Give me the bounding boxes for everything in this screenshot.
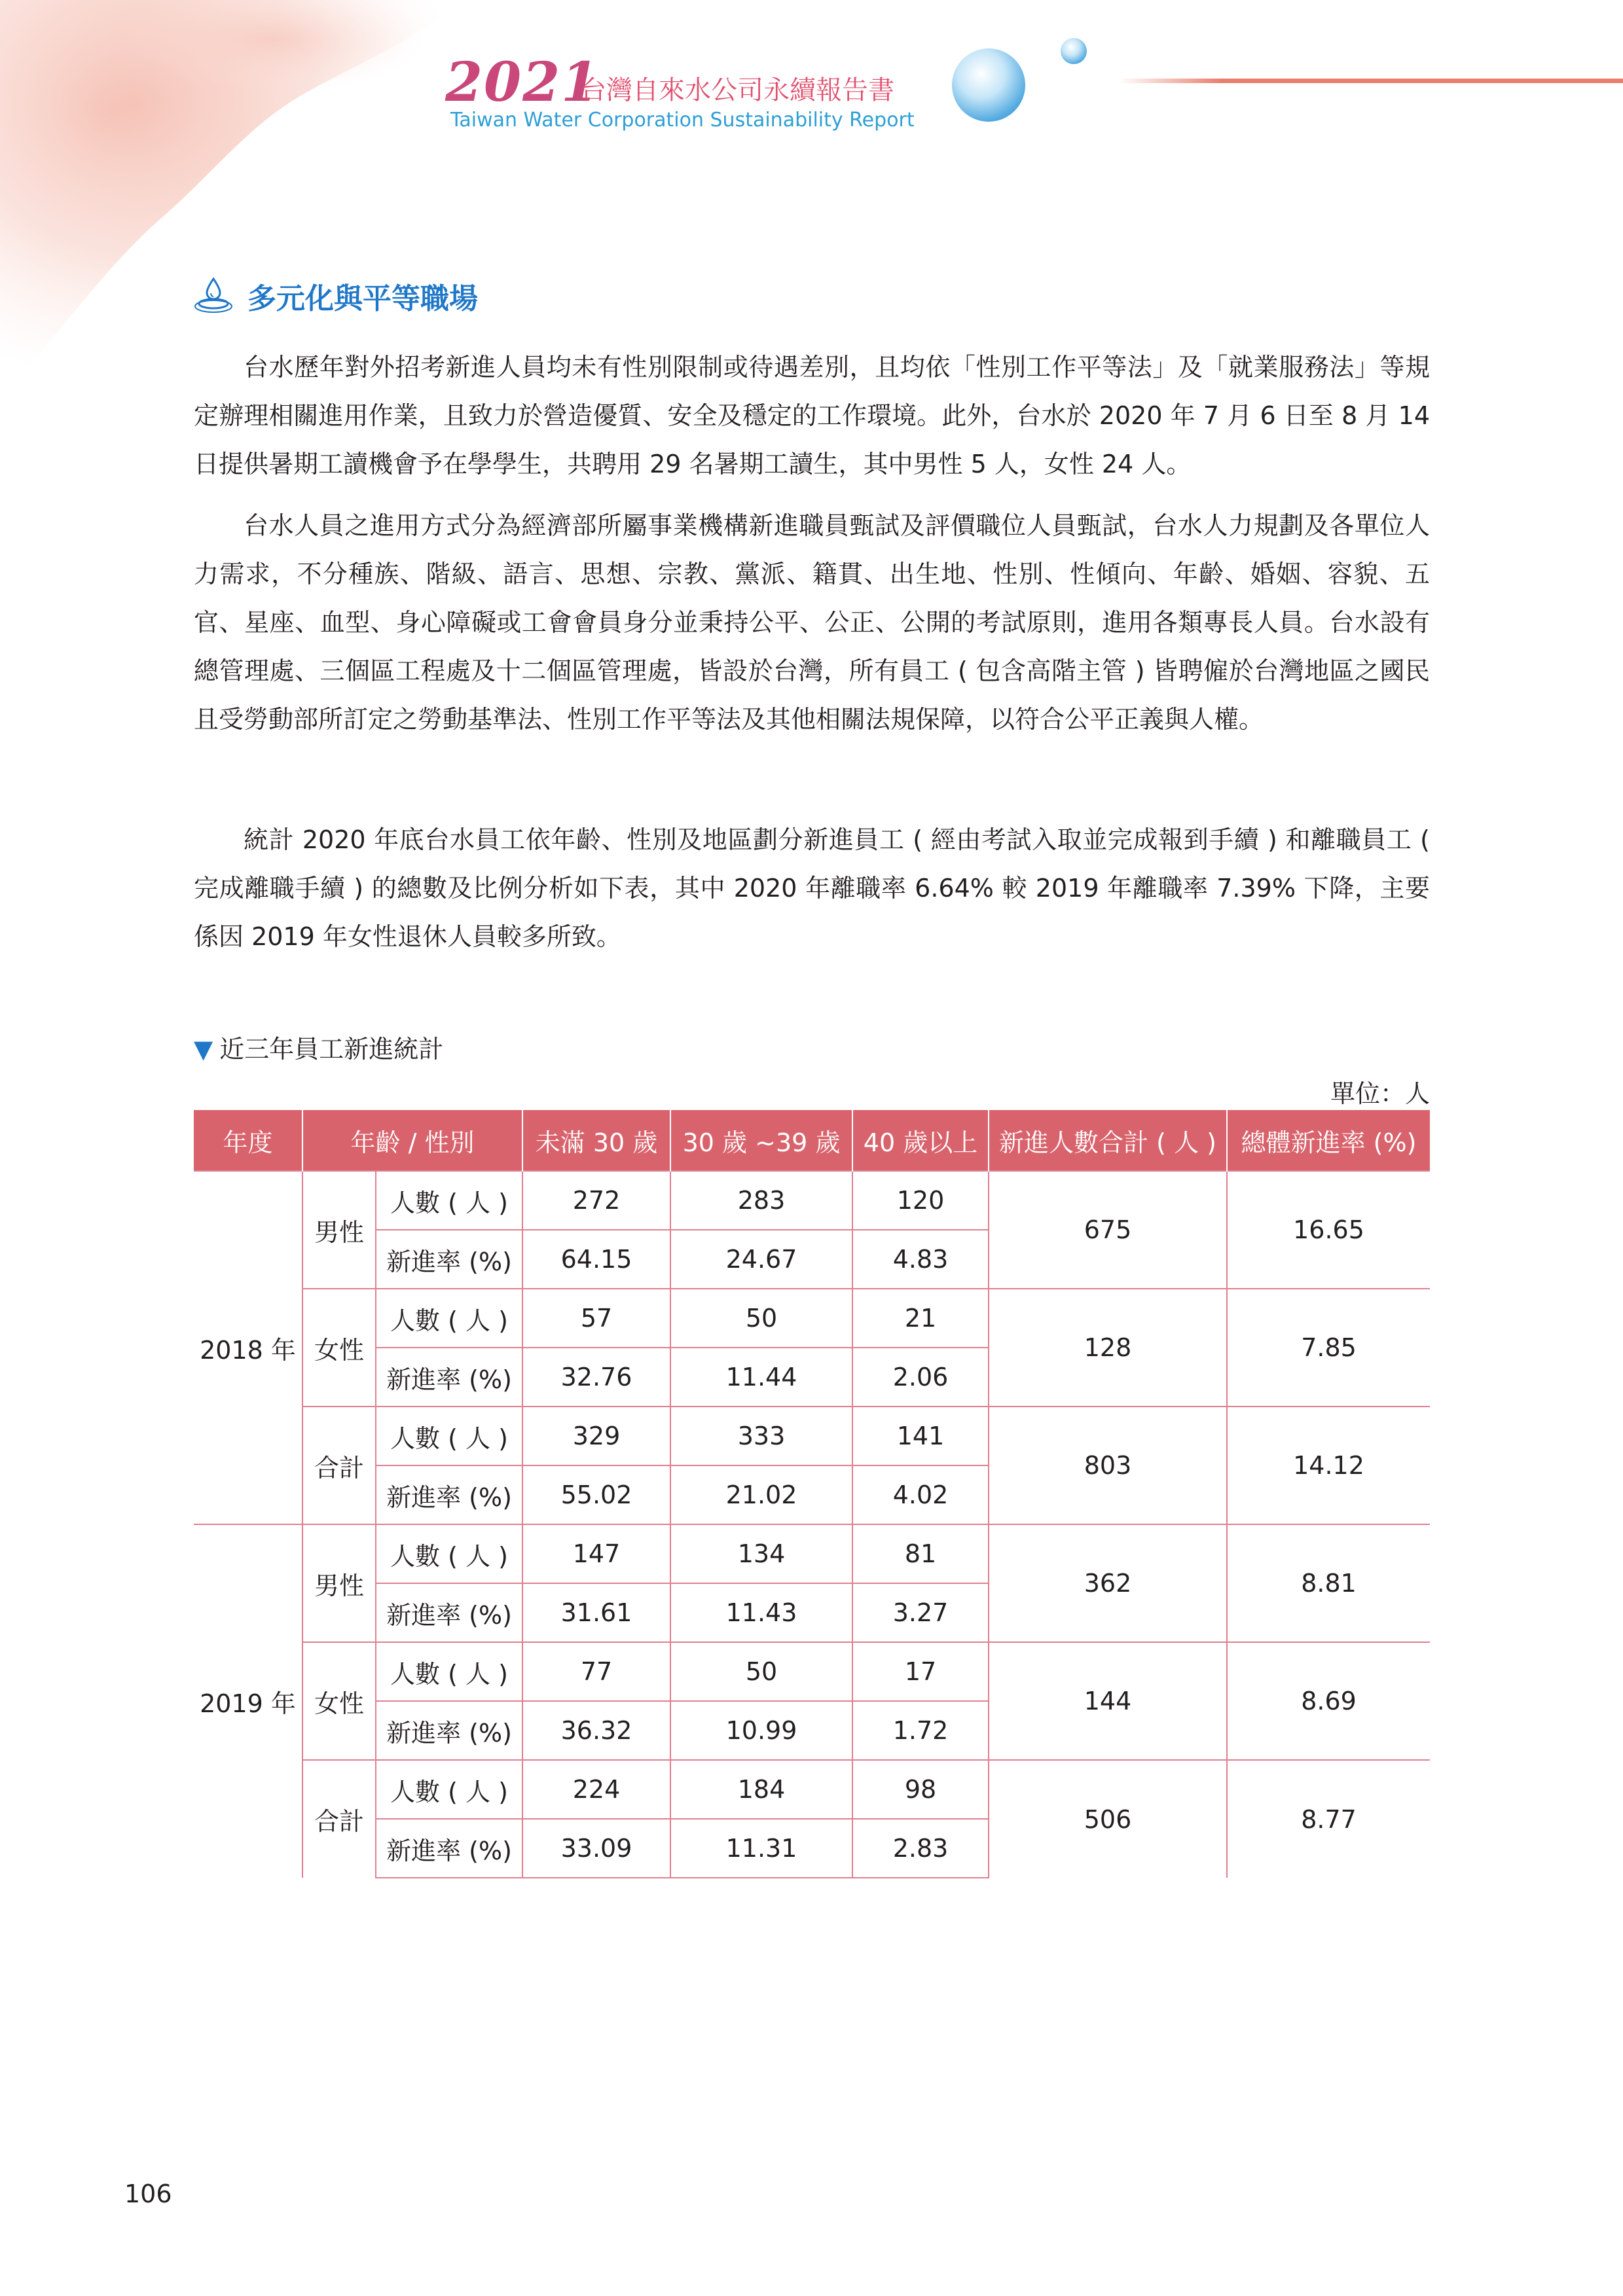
value-cell: 147 <box>522 1524 670 1583</box>
table-row <box>194 1289 1430 1348</box>
value-cell: 55.02 <box>522 1465 670 1524</box>
value-cell: 33.09 <box>522 1819 670 1878</box>
value-cell: 50 <box>670 1289 852 1348</box>
metric-cell: 新進率 (%) <box>376 1583 522 1642</box>
gender-cell: 合計 <box>302 1760 376 1878</box>
value-cell: 333 <box>670 1407 852 1465</box>
total-cell: 128 <box>989 1289 1227 1407</box>
value-cell: 36.32 <box>522 1701 670 1760</box>
page-number: 106 <box>124 2179 172 2208</box>
header-age-gender: 年齡 / 性別 <box>302 1110 522 1171</box>
value-cell: 31.61 <box>522 1583 670 1642</box>
metric-cell: 人數 ( 人 ) <box>376 1642 522 1701</box>
metric-cell: 新進率 (%) <box>376 1701 522 1760</box>
gender-cell: 女性 <box>302 1289 376 1407</box>
water-bubbles-decoration <box>943 20 1100 131</box>
gender-cell: 女性 <box>302 1642 376 1760</box>
value-cell: 64.15 <box>522 1230 670 1289</box>
gender-cell: 男性 <box>302 1171 376 1289</box>
value-cell: 1.72 <box>852 1701 989 1760</box>
value-cell: 81 <box>852 1524 989 1583</box>
year-cell: 2018 年 <box>194 1171 302 1524</box>
header-40-plus: 40 歲以上 <box>852 1110 989 1171</box>
total-cell: 675 <box>989 1171 1227 1289</box>
total-cell: 803 <box>989 1407 1227 1524</box>
table-unit: 單位：人 <box>1330 1079 1430 1108</box>
value-cell: 4.83 <box>852 1230 989 1289</box>
value-cell: 134 <box>670 1524 852 1583</box>
value-cell: 141 <box>852 1407 989 1465</box>
rate-cell: 8.77 <box>1227 1760 1430 1878</box>
value-cell: 77 <box>522 1642 670 1701</box>
paragraph-recruitment: 台水歷年對外招考新進人員均未有性別限制或待遇差別，且均依「性別工作平等法」及「就業服務法」等規定辦理相關進用作業，且致力於營造優質、安全及穩定的工作環境。此外，台水於 2020 年 7 月 6 日至 8 月 14 日提供暑期工讀機會予在學學生，共聘用 29 名暑期工讀生，其中男性 5 人，女性 24 人。 <box>194 353 1430 478</box>
rate-cell: 7.85 <box>1227 1289 1430 1407</box>
total-cell: 506 <box>989 1760 1227 1878</box>
total-cell: 144 <box>989 1642 1227 1760</box>
paragraph-employment-principles: 台水人員之進用方式分為經濟部所屬事業機構新進職員甄試及評價職位人員甄試，台水人力規劃及各單位人力需求，不分種族、階級、語言、思想、宗教、黨派、籍貫、出生地、性別、性傾向、年齡、婚姻、容貌、五官、星座、血型、身心障礙或工會會員身分並秉持公平、公正、公開的考試原則，進用各類專長人員。台水設有總管理處、三個區工程處及十二個區管理處，皆設於台灣，所有員工 ( 包含高階主管 ) 皆聘僱於台灣地區之國民且受勞動部所訂定之勞動基準法、性別工作平等法及其他相關法規保障，以符合公平正義與人權。 <box>194 511 1430 734</box>
metric-cell: 人數 ( 人 ) <box>376 1524 522 1583</box>
value-cell: 4.02 <box>852 1465 989 1524</box>
metric-cell: 新進率 (%) <box>376 1465 522 1524</box>
value-cell: 11.44 <box>670 1348 852 1407</box>
table-body <box>194 1171 1430 1878</box>
value-cell: 50 <box>670 1642 852 1701</box>
table-caption <box>194 1029 443 1065</box>
value-cell: 3.27 <box>852 1583 989 1642</box>
metric-cell: 新進率 (%) <box>376 1819 522 1878</box>
value-cell: 32.76 <box>522 1348 670 1407</box>
header-under-30: 未滿 30 歲 <box>522 1110 670 1171</box>
header-total-new-hires: 新進人數合計 ( 人 ) <box>989 1110 1227 1171</box>
table-header-row <box>194 1110 1430 1171</box>
table-row <box>194 1171 1430 1230</box>
gender-cell: 合計 <box>302 1407 376 1524</box>
section-title: 多元化與平等職場 <box>247 282 478 315</box>
rate-cell: 14.12 <box>1227 1407 1430 1524</box>
value-cell: 21 <box>852 1289 989 1348</box>
rate-cell: 8.81 <box>1227 1524 1430 1642</box>
value-cell: 2.83 <box>852 1819 989 1878</box>
value-cell: 329 <box>522 1407 670 1465</box>
metric-cell: 人數 ( 人 ) <box>376 1289 522 1348</box>
water-drop-icon <box>194 276 233 313</box>
header-30-39: 30 歲 ~39 歲 <box>670 1110 852 1171</box>
report-year: 2021 <box>445 51 600 114</box>
table-caption-text: 近三年員工新進統計 <box>219 1035 444 1064</box>
rate-cell: 16.65 <box>1227 1171 1430 1289</box>
metric-cell: 新進率 (%) <box>376 1348 522 1407</box>
caption-triangle-icon: ▼ <box>194 1035 213 1064</box>
metric-cell: 新進率 (%) <box>376 1230 522 1289</box>
value-cell: 24.67 <box>670 1230 852 1289</box>
table-row <box>194 1642 1430 1701</box>
value-cell: 184 <box>670 1760 852 1819</box>
value-cell: 272 <box>522 1171 670 1230</box>
report-title-en: Taiwan Water Corporation Sustainability Report <box>450 109 915 132</box>
header-overall-rate: 總體新進率 (%) <box>1227 1110 1430 1171</box>
table-row <box>194 1407 1430 1465</box>
new-hire-stats-table <box>194 1110 1430 1878</box>
value-cell: 2.06 <box>852 1348 989 1407</box>
metric-cell: 人數 ( 人 ) <box>376 1407 522 1465</box>
value-cell: 21.02 <box>670 1465 852 1524</box>
value-cell: 10.99 <box>670 1701 852 1760</box>
value-cell: 224 <box>522 1760 670 1819</box>
value-cell: 57 <box>522 1289 670 1348</box>
value-cell: 11.43 <box>670 1583 852 1642</box>
value-cell: 120 <box>852 1171 989 1230</box>
metric-cell: 人數 ( 人 ) <box>376 1171 522 1230</box>
total-cell: 362 <box>989 1524 1227 1642</box>
value-cell: 17 <box>852 1642 989 1701</box>
value-cell: 11.31 <box>670 1819 852 1878</box>
header-year: 年度 <box>194 1110 302 1171</box>
value-cell: 283 <box>670 1171 852 1230</box>
gender-cell: 男性 <box>302 1524 376 1642</box>
table-row <box>194 1760 1430 1819</box>
header-rule <box>1120 79 1623 83</box>
value-cell: 98 <box>852 1760 989 1819</box>
rate-cell: 8.69 <box>1227 1642 1430 1760</box>
paragraph-statistics: 統計 2020 年底台水員工依年齡、性別及地區劃分新進員工 ( 經由考試入取並完成報到手續 ) 和離職員工 ( 完成離職手續 ) 的總數及比例分析如下表，其中 2020 年離職率 6.64% 較 2019 年離職率 7.39% 下降，主要係因 2019 年女性退休人員較多所致。 <box>194 825 1430 951</box>
table-row <box>194 1524 1430 1583</box>
year-cell: 2019 年 <box>194 1524 302 1878</box>
metric-cell: 人數 ( 人 ) <box>376 1760 522 1819</box>
report-title-zh: 台灣自來水公司永續報告書 <box>580 75 894 105</box>
